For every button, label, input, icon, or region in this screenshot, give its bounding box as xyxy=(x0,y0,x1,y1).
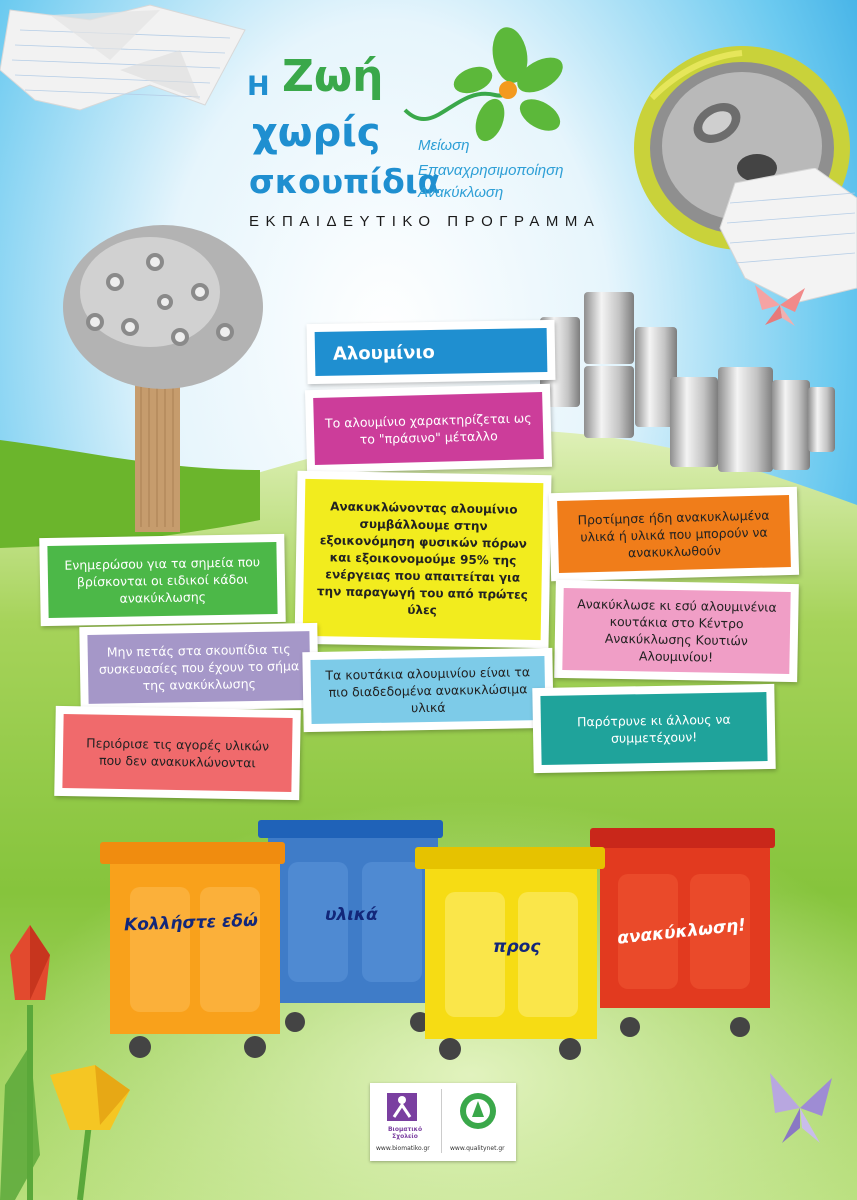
tagline-reduce: Μείωση xyxy=(418,137,470,154)
program-subtitle: ΕΚΠΑΙΔΕΥΤΙΚΟ ΠΡΟΓΡΑΜΜΑ xyxy=(249,213,601,230)
card-text: Προτίμησε ήδη ανακυκλωμένα υλικά ή υλικά που μπορούν να ανακυκλωθούν xyxy=(557,495,791,573)
bin-label-recycling: ανακύκλωση! xyxy=(616,915,747,949)
biomatiko-logo-text: Βιοματικό Σχολείο xyxy=(387,1126,423,1140)
card-encourage xyxy=(532,684,775,773)
biomatiko-url: www.biomatiko.gr xyxy=(376,1145,430,1152)
card-text: Μην πετάς στα σκουπίδια τις συσκευασίες που έχουν το σήμα της ανακύκλωσης xyxy=(87,631,310,704)
tagline-reuse: Επαναχρησιμοποίηση xyxy=(418,162,564,179)
card-cans-common xyxy=(302,648,553,732)
qualitynet-url: www.qualitynet.gr xyxy=(450,1145,505,1152)
card-text: Ανακύκλωσε κι εσύ αλουμινένια κουτάκια στο Κέντρο Ανακύκλωσης Κουτιών Αλουμινίου! xyxy=(562,588,790,674)
foil-tree-image xyxy=(55,222,270,537)
logo-word-waste: σκουπίδια xyxy=(249,162,441,201)
card-text: Ενημερώσου για τα σημεία που βρίσκονται οι ειδικοί κάδοι ανακύκλωσης xyxy=(47,542,277,618)
card-dont-throw xyxy=(79,623,318,712)
card-text: Το αλουμίνιο χαρακτηρίζεται ως το "πράσινο" μέταλλο xyxy=(313,392,544,465)
card-recycle-cans xyxy=(554,580,799,682)
bin-label-for: προς xyxy=(493,937,541,957)
orange-bin xyxy=(100,842,285,1058)
card-green-metal xyxy=(305,384,552,473)
card-limit-purchases xyxy=(54,706,301,800)
card-text: Παρότρυνε κι άλλους να συμμετέχουν! xyxy=(540,692,767,765)
logo-word-life: Ζωή xyxy=(282,51,384,102)
card-text: Τα κουτάκια αλουμινίου είναι τα πιο διαδεδομένα ανακυκλώσιμα υλικά xyxy=(310,656,545,724)
logo-word-without: χωρίς xyxy=(252,110,381,156)
card-recycling-saves xyxy=(295,471,552,648)
bin-label-materials: υλικά xyxy=(325,905,378,925)
crumpled-paper-left xyxy=(0,0,260,130)
flower-logo-icon xyxy=(395,25,565,155)
card-inform-points xyxy=(39,534,285,626)
qualitynet-logo-icon xyxy=(458,1091,498,1131)
sponsor-logos xyxy=(370,1083,516,1161)
bin-label-stick-here: Κολλήστε εδώ xyxy=(123,910,259,936)
card-text: Περιόρισε τις αγορές υλικών που δεν ανακυκλώνονται xyxy=(62,714,292,792)
card-prefer-recycled xyxy=(549,487,799,581)
tagline-recycle: Ανακύκλωση xyxy=(418,184,504,201)
butterfly-icon xyxy=(760,1068,840,1148)
card-text: Ανακυκλώνοντας αλουμίνιο συμβάλλουμε στην εξοικονόμηση φυσικών πόρων και εξοικονομούμε 95% της ενέργειας που απαιτείται για την παραγωγή του από πρώτες ύλες xyxy=(303,479,544,640)
logo-prefix: Η xyxy=(247,71,270,102)
aluminium-cans-image xyxy=(540,292,840,477)
page-title: Αλουμίνιο xyxy=(315,328,548,376)
biomatiko-logo-icon xyxy=(382,1091,422,1123)
footer-divider xyxy=(441,1089,442,1153)
title-card xyxy=(306,320,555,384)
